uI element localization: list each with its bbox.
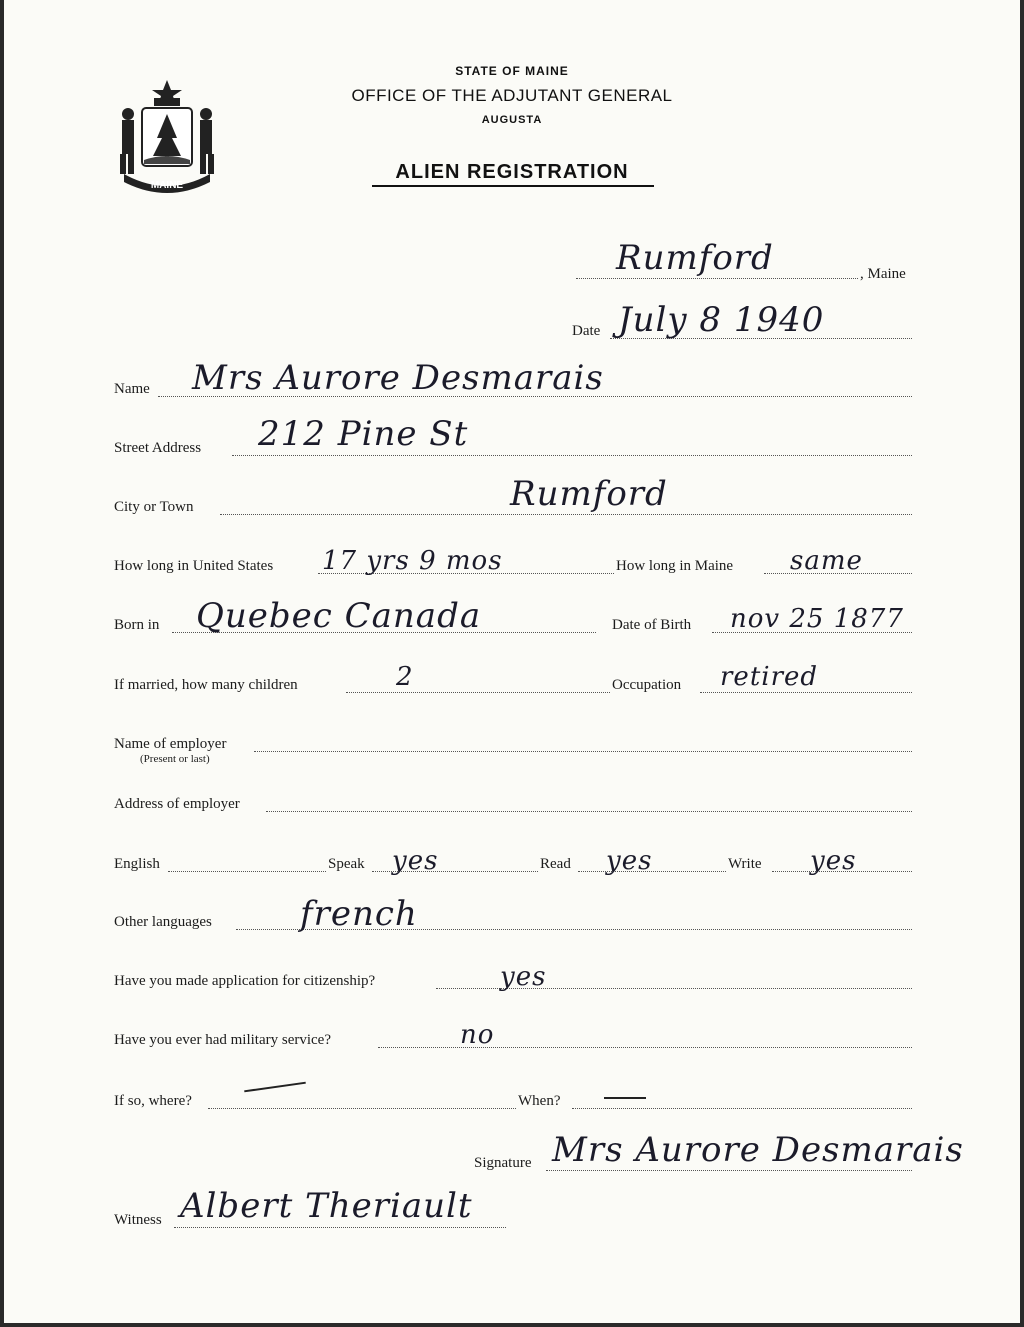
city-dots — [220, 514, 912, 515]
speak-value: yes — [392, 846, 439, 876]
us-label: How long in United States — [114, 558, 274, 574]
maine-value: same — [790, 546, 863, 576]
place-value: Rumford — [616, 238, 774, 278]
occupation-dots — [700, 692, 912, 693]
name-label: Name — [114, 381, 150, 397]
children-value: 2 — [396, 662, 414, 692]
citizenship-value: yes — [500, 962, 547, 992]
employer-address-label: Address of employer — [114, 796, 240, 812]
witness-label: Witness — [114, 1212, 162, 1228]
read-value: yes — [606, 846, 653, 876]
maine-label: How long in Maine — [616, 558, 734, 574]
place-suffix: , Maine — [860, 266, 906, 282]
occupation-value: retired — [720, 662, 819, 692]
employer-label: Name of employer — [114, 736, 227, 752]
write-value: yes — [810, 846, 857, 876]
employer-sublabel: (Present or last) — [140, 753, 210, 765]
english-dots — [168, 871, 326, 872]
street-label: Street Address — [114, 440, 202, 456]
where-label: If so, where? — [114, 1093, 192, 1109]
dob-label: Date of Birth — [612, 617, 692, 633]
signature-label: Signature — [474, 1155, 532, 1171]
employer-dots — [254, 751, 912, 752]
svg-text:MAINE: MAINE — [150, 180, 184, 191]
employer-address-dots — [266, 811, 912, 812]
witness-value: Albert Theriault — [180, 1186, 473, 1226]
form-title: ALIEN REGISTRATION — [395, 161, 629, 183]
scan-border-left — [0, 0, 4, 1327]
english-label: English — [114, 856, 160, 872]
military-dots — [378, 1047, 912, 1048]
place-dots — [576, 278, 858, 279]
where-dots — [208, 1108, 516, 1109]
witness-dots — [174, 1227, 506, 1228]
other-languages-value: french — [300, 894, 418, 934]
children-label: If married, how many children — [114, 677, 298, 693]
where-dash — [244, 1082, 306, 1093]
date-label: Date — [572, 323, 601, 339]
when-dash — [604, 1097, 646, 1099]
when-dots — [572, 1108, 912, 1109]
occupation-label: Occupation — [612, 677, 682, 693]
signature-dots — [546, 1170, 912, 1171]
city-label: City or Town — [114, 499, 194, 515]
header-state: STATE OF MAINE — [455, 64, 569, 78]
signature-value: Mrs Aurore Desmarais — [552, 1130, 964, 1170]
children-dots — [346, 692, 610, 693]
when-label: When? — [518, 1093, 561, 1109]
us-value: 17 yrs 9 mos — [322, 546, 503, 576]
title-underline — [372, 185, 654, 187]
street-dots — [232, 455, 912, 456]
city-value: Rumford — [510, 474, 668, 514]
other-languages-label: Other languages — [114, 914, 212, 930]
dob-value: nov 25 1877 — [730, 604, 904, 634]
name-value: Mrs Aurore Desmarais — [192, 358, 604, 398]
scan-border-right — [1020, 0, 1024, 1327]
military-value: no — [460, 1020, 495, 1050]
born-label: Born in — [114, 617, 160, 633]
header-city: AUGUSTA — [481, 114, 543, 126]
born-value: Quebec Canada — [196, 596, 482, 636]
read-label: Read — [540, 856, 571, 872]
date-value: July 8 1940 — [618, 300, 825, 340]
street-value: 212 Pine St — [258, 414, 469, 454]
speak-label: Speak — [328, 856, 365, 872]
military-label: Have you ever had military service? — [114, 1032, 331, 1048]
write-label: Write — [728, 856, 762, 872]
header-office: OFFICE OF THE ADJUTANT GENERAL — [351, 86, 673, 105]
citizenship-label: Have you made application for citizenship? — [114, 973, 376, 989]
scan-border-bottom — [0, 1323, 1024, 1327]
